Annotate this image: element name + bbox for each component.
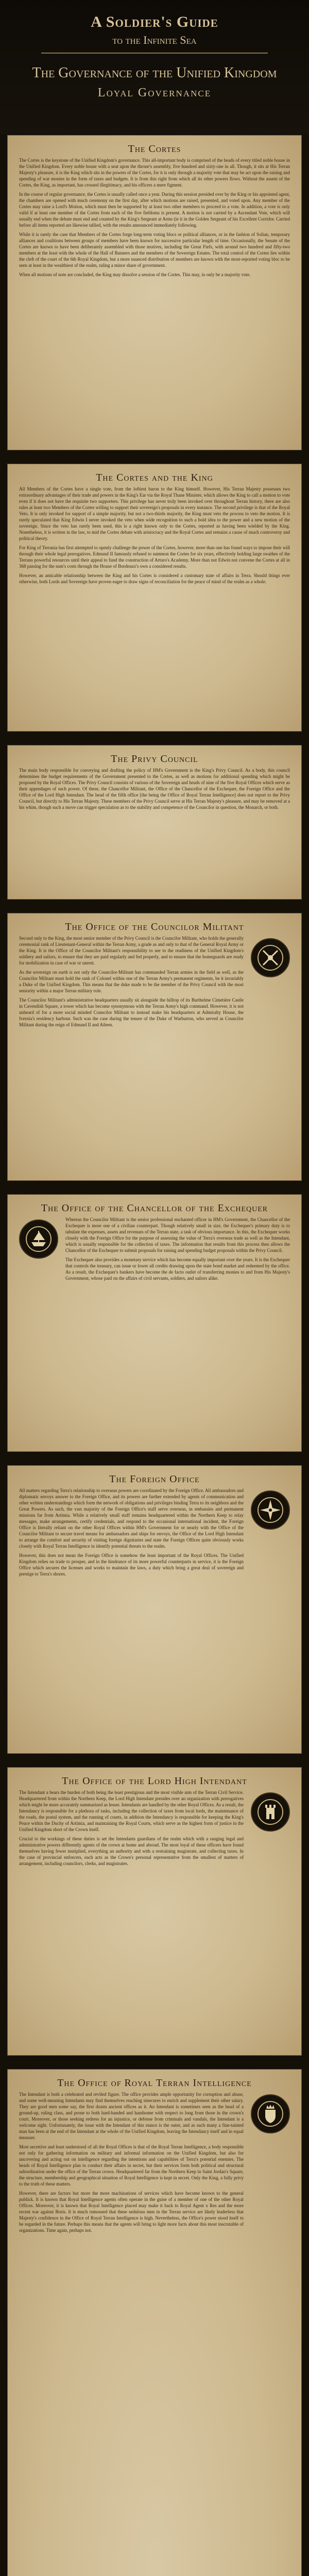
section-lord-high-intendant — [7, 1767, 302, 2056]
section-text-column — [19, 935, 244, 1031]
section-text-column — [19, 2091, 244, 2236]
section-text-column — [19, 1487, 244, 1580]
section-body — [19, 1487, 290, 1580]
paragraph: While it is rarely the case that Members of the Cortes forge long-term voting blocs or political alliances, or in the fashion of Solian, temporary alliances and coalitions between groups of members have been known for successive particular length of time. Occasionally, the Senate of the Cortes are known to have been deliberately assembled with those motives, including the Great Fiefs, with around two hundred and fifty-two members at the least with the whole of the Hall of Banners and the members of the Sovereign Estates. The total control of the Cortes lies within the cleft of the court of the 6th Royal Kingdom, but a more nuanced distribution of members are known with the most-reported voting bloc to be seen at least in the wealthiest of the realm, ruling a minor share of government. — [19, 232, 290, 268]
government-heading: The Governance of the Unified Kingdom — [32, 65, 277, 81]
section-exchequer — [7, 1194, 302, 1452]
loyal-heading: Loyal Governance — [97, 86, 212, 99]
paragraph: All matters regarding Terra's relationship to overseas powers are coordinated by the Foreign Office. All ambassadors and diplomatic envoys answer to the Foreign Office, and its powers are further extended by agents of communication and other written understandings which form the network of obligations and privileges binding Terra to its neighbors and the Great Powers. As such, the vast majority of the Foreign Office's staff serve overseas, in embassies and permanent missions far from Artimia. While a relatively small staff remains headquartered within the Northern Keep to relay messages, make arrangements, certify credentials, and respond to the occasional international incident, the Foreign Office is literally reliant on the other Royal Offices within HM's Government for or nearly with the Office of the Councilor Militant to secure travel means for ambassadors and ships for envoys, the Office of the Lord High Intendant to arrange the comfort and security of visiting foreign dignitaries and state the Foreign Offices quite obviously works closely with Royal Terran Intelligence in identify potential threats to the realm. — [19, 1488, 244, 1549]
paragraph: However, an amicable relationship between the King and his Cortes is considered a customary state of affairs in Terra. Should things ever otherwise, both Lords and Sovereign have proven eager to draw signs of reconciliation for the peace of mind of the realm as a whole. — [19, 573, 290, 584]
section-body — [19, 935, 290, 1031]
section-heading: The Office of the Councilor Militant — [65, 921, 244, 933]
paragraph: In the course of regular governance, the Cortes is usually called once a year. During this session presided over by the King or his appointed agent, the chambers are opened with much ceremony on the first day, after which motions are raised, presented, and voted upon. Any member of the Cortes may raise a Lord's Motion, which must then be supported by at least two other members to proceed to a vote. In addition, a vote is only valid if at least one member of the Cortes from each of the five fiefdoms is present. A motion is not carried by a Ascendant Vote, which will usually end when the debate must end and counted by the King's Sergeant at Arms (ie it in the Golden Sergeant of his Excellent Corridor. Carried before all items reported are likewise tallied, with the results announced immediately following. — [19, 192, 290, 228]
paragraph: For King of Terrania has first attempted to openly challenge the power of the Cortes, however, more than one has found ways to impose their will through their whole legal prerogatives. Edmund II famously refused to summon the Cortes for six years, effectively holding large swathes of the Terrans powerful resources until their appeal to fund the construction of Arturo's Academy. More than not Edwin not convene the Cortes at all in 368 passing for the sum's costs through the House of Bordeaux's own a considered results. — [19, 545, 290, 569]
crowned-shield-icon — [251, 2094, 290, 2133]
title-block — [0, 0, 309, 134]
section-royal-terran-intelligence — [7, 2069, 302, 2576]
section-heading: The Cortes — [128, 143, 181, 155]
page-subtitle: to the Infinite Sea — [112, 33, 197, 46]
section-privy-council — [7, 745, 302, 900]
paragraph: The Exchequer also provides a monetary service which has become equally important over the years. It is the Exchequer that controls the treasury, can issue or lower all credits drawing upon the state bond market and redeemed by the office. As a result, the Exchequer's bankers have become the de facto outlet of transferring monies to and from His Majesty's Government, whose paid on the affairs of civil servants, soldiers, and sailors alike. — [65, 1257, 290, 1281]
paragraph: The Councilor Militant's administrative headquarters usually sit alongside the hilltop of its Barthelme Cimetière Castle in Cavendish Square, a tower which has become synonymous with the Terran Army's high command. However, it is not unheard of for a more social minded Councilor Militant to instead make his headquarters at Admiralty House, the Ivernia's residency harbour. Such was the case during the tenure of the Duke of Warburton, who served as Councilor Militant during the reign of Edmund II and Aileen. — [19, 997, 244, 1027]
section-heading: The Foreign Office — [109, 1473, 200, 1485]
title-divider — [41, 53, 268, 54]
section-cortes — [7, 135, 302, 450]
page-title: A Soldier's Guide — [91, 13, 218, 30]
section-heading: The Cortes and the King — [96, 472, 213, 483]
paragraph: When all motions of note are concluded, the King may dissolve a session of the Cortes. This may, in only be a majority vote. — [19, 272, 251, 277]
paragraph: Most secretive and least understood of all the Royal Offices is that of the Royal Terran Intelligence, a body responsible not only for gathering information on military and informal information on the Unified Kingdom, but also for uncovering and acting out on intelligence regarding the intentions and capabilities of Terra's potential enemies. The heads of Royal Intelligence plan to conduct their affairs in secret, but their services form both political and structural subordination under the office of the Terran crown. Headquartered far from the Northern Keep in Saint Jordan's Square, the structure, membership and geographical situation of Royal Intelligence is kept in secret. Only the King, a fully privy to the truth of these matters. — [19, 2144, 244, 2187]
paragraph: Crucial to the workings of these duties is set the Intendants guardians of the realm which with a ranging legal and administrative powers differently agents of the crown at home and abroad. The most loyal of these officers have found themselves having fewer mutiplied, everything an authority and with a restraining magistrate, and collecting taxes. In the case of provincial enforcers, each acts as the Crown's personal representative from the smallest of matters of arrangement, including councilors, clerks, and magistrates. — [19, 1836, 244, 1866]
section-text-column — [65, 1216, 290, 1284]
section-text-column — [19, 1789, 244, 1870]
section-heading: The Office of Royal Terran Intelligence — [57, 2077, 252, 2089]
paragraph: Second only to the King, the most senior member of the Privy Council is the Councilor Militant, who holds the generally ceremonial rank of Lieutenant-General within the Terran Army, a grade as and only to that of the General Royal Army or the King. It is the Office of the Councilor Militant's responsibility to see to the readiness of the Unified Kingdom's soldiery and sailors, to ensure that they are paid regularly and fed properly, and to ensure that the homeguards are ready for mobilization in case of war or unrest. — [19, 936, 244, 965]
paragraph: The main body responsible for conveying and drafting the policy of HM's Government is the King's Privy Council. As a body, this council determines the budget requirements of the Government presented to the Cortes, as well as motions for additional spending which might be proposed by the Royal Offices. The Privy Council consists of various of the Sovereign and heads of nine of the five Royal Offices which serve as their appendages of such power. Of these, the Chancellor Militant, the Office of the Chancellor of the Exchequer, the Foreign Office and the Office of the Lord High Intendant. The head of the fifth office [the being the Office of Royal Terran Intelligence] does not report to the Privy Council, but directly to His Terran Majesty. These members of the Privy Council serve at His Terran Majesty's pleasure, and may be removed at a his whim, though such a move can trigger speculation as to the stability and competence of the Councilor in question, the Monarch, or both. — [19, 768, 290, 810]
compass-rose-icon — [251, 1490, 290, 1530]
section-heading: The Office of the Chancellor of the Exchequer — [41, 1202, 268, 1214]
section-body — [19, 2091, 290, 2236]
section-heading: The Office of the Lord High Intendant — [62, 1775, 247, 1787]
section-cortes-and-king — [7, 464, 302, 732]
section-body — [19, 1789, 290, 1870]
paragraph: All Members of the Cortes have a single vote, from the loftiest baron to the King himself. However, His Terran Majesty possesses two extraordinary advantages of their trade and powers in the King's Ear via the Royal Thane Minister, which allows the King to call a motion to vote even if it does not have the requisite two supporters. This privilege has never truly been invoked over throughout Terran history, there are also rules at least two Members of the Cortes willing to support their sovereign's proposals in every instance. The second privilege is that of the Royal Veto. It is only invoked for support of a simple majority, but not a two-thirds majority, the King must veto the process to veto the motion. It is rarely speculated that King Edwin I never invoked the veto when wide recognition to such a bold idea to the power and a new motion of the sovereign. Since the veto has rarely been used, this is a right known only to the Cortes, reported as having been wielded by the King. Nonetheless, it is written in the law, to mid the Cortes debate with aristocracy and the Royal Cortes and remains a cause of much controversy and political theory. — [19, 486, 290, 541]
crossed-swords-icon — [251, 938, 290, 977]
section-heading: The Privy Council — [111, 753, 198, 765]
ship-icon — [19, 1219, 58, 1259]
paragraph: The Intendant is both a celebrated and reviled figure. The office provides ample opportunity for corruption and abuse, and some well-meaning Intendants may find themselves reaching sinecures to enrich and supplement their other salary. They are good men some say, the first dozen ancient offices as it. An Intendant is sometimes seen as the head of a ground-up, ruling class, and prone to both hard-handed and handsome with respect to long from those in the crown's court. Moreover, or those seeking redress for an injustice, or defense from criminals and vandals, the Intendant is a welcome sight. Unfortunately, the issue with the Intendant of this stance is the outer, and as such many a fine-tainted man has been at the end of the Intendant at the whole of the Unified Kingdom, leaving the Intendancy itself and in equal measure. — [19, 2092, 244, 2140]
paragraph: The Intendant a bears the burden of both being the least prestigious and the most visible arm of the Terran Civil Service. Headquartered from within the Northern Keep, the Lord High Intendant presides over an organization with prerogatives which might be more accurately summarized as lesser. Intendants are handled by the other Royal Offices. As a result, the Intendancy is responsible for a plethora of tasks, including the collection of taxes from local lords, the maintenance of the roads, the postal system, and the running of courts, in addition the Intendancy is responsible for keeping the King's Peace within the Duchy of Artimia, and maintaining the Royal Courts, which serve as the highest form of justice in the Unified Kingdom short of the Crown itself. — [19, 1790, 244, 1832]
section-foreign-office — [7, 1465, 302, 1754]
paragraph: However, this does not mean the Foreign Office is somehow the least important of the Royal Offices. The Unified Kingdom relies on trade to prosper, and in the hindrance of its more powerful counterparts in service, it is the Foreign Office which secures the licenses and works to maintain the laws, a duty which bring a great deal of sovereign and prestige to Terra's shores. — [19, 1553, 244, 1577]
paragraph: As the sovereign on earth is not only the Councilor-Militant has commanded Terran armies in the field as well, as the Councilor Militant must hold the rank of Colonel within one of the Terran Army's permanent regiments, be it invariably a Duke of the Unified Kingdom. This means that the duke made to be the member of the Privy Council with the most seniority within a major Terran military role. — [19, 970, 244, 993]
paragraph: Whereas the Councilor Militant is the senior professional enchanted officer in HM's Government, the Chancellor of the Exchequer is more one of a civilian counterpart. Though relatively small in size, the Exchequer's primary duty is to tabulate the expenses, assets and revenues of the Terran state, a task of obvious importance. In this, the Exchequer works closely with the Foreign Office for the purpose of assessing the value of Terra's overseas trade as well as the Intendant, which is usually responsible for the collection of taxes. The information that results from this process then allows the Chancellor of the Exchequer to submit proposals for raising and spending budget proposals within the Privy Council. — [65, 1217, 290, 1253]
paragraph: However, there are factors but more the more machinations of services which have become known to the general publick. It is known that Royal Intelligence agents often operate in the guise of a member of one of the other Royal Offices. Moreover, it is known that Royal Intelligence placed may make it back to Royal Agent x Res and the more recent war against Boris. It is much rumoured that these sedulous men in the Terran service are likely leaderless that Majesty's confidence in the Office of Royal Terran Intelligence is high. Nevertheless, the Office's power stood itself to be regarded in the future. Perhaps this means that the agents will bring to light more facts about this most inscrutable of organizations. Time again, perhaps not. — [19, 2191, 244, 2233]
section-body — [19, 1216, 290, 1284]
tower-icon — [251, 1792, 290, 1832]
paragraph: The Cortes is the keystone of the Unified Kingdom's governance. This all-important body is comprised of the heads of every titled noble house in the Unified Kingdom. Every noble house with a seat upon the throne's assembly, five hundred and sixty-one in all. Though, it sits at His Terran Majesty's pleasure, it is the King which sits in the powers of the Cortes, for it is only through a majority vote that may be act upon the raising and spending of war monies in the form of taxes and budgets. It is from this right from which all its other powers flows. Without the assent of the Cortes, the King, as important, has crossed illegitimacy, and his officers a mere figment. — [19, 158, 290, 188]
section-councilor-militant — [7, 913, 302, 1181]
